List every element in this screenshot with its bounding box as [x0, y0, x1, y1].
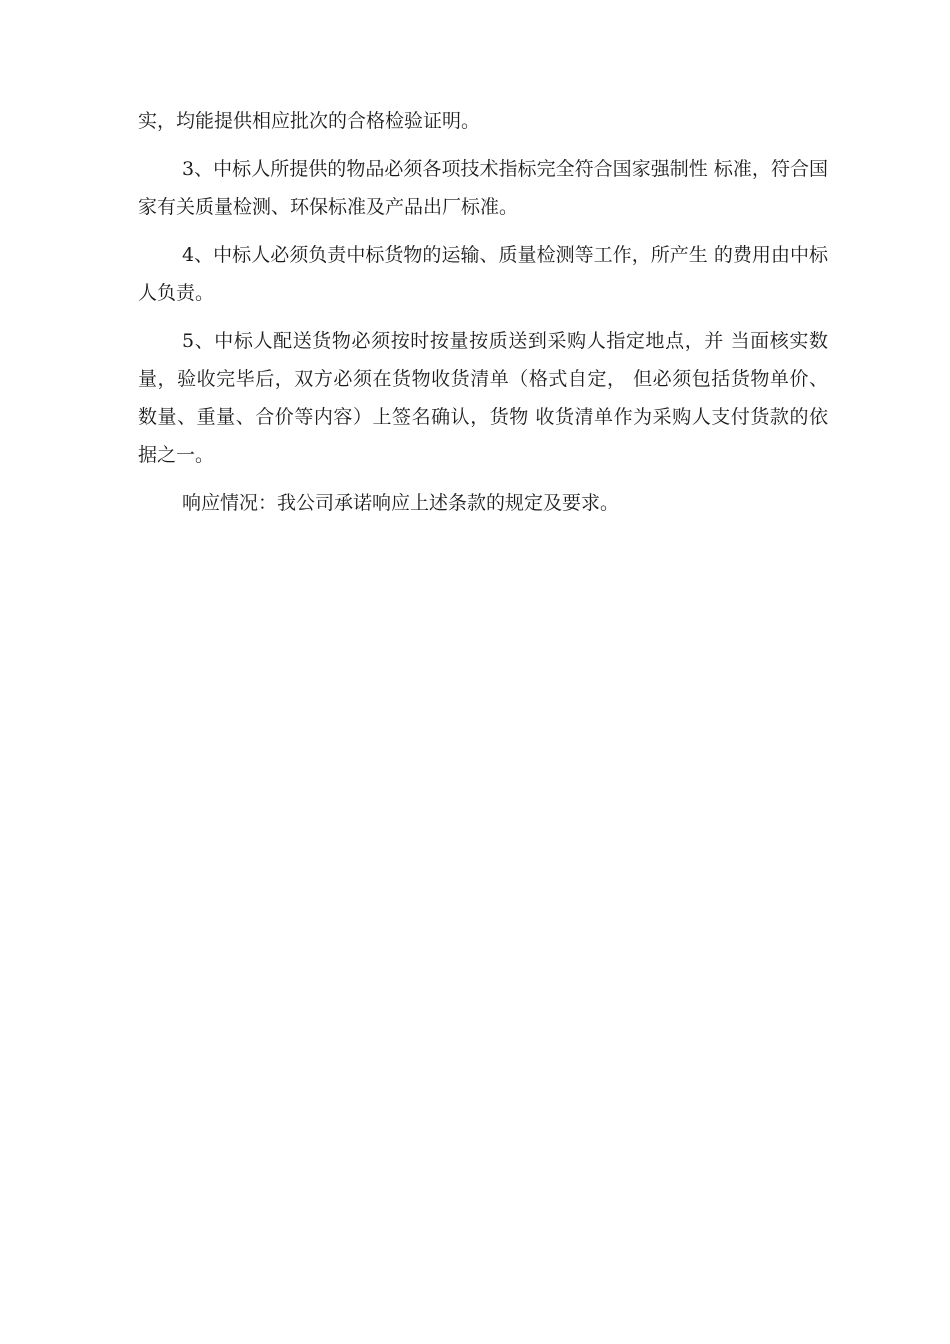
paragraph-item-5: 5、中标人配送货物必须按时按量按质送到采购人指定地点，并 当面核实数量，验收完毕后，双方必须在货物收货清单（格式自定， 但必须包括货物单价、数量、重量、合价等内容）上签名确认，货物 收货清单作为采购人支付货款的依据之一。 [138, 330, 828, 466]
paragraph-item-4: 4、中标人必须负责中标货物的运输、质量检测等工作，所产生 的费用由中标人负责。 [138, 244, 828, 304]
document-body [138, 102, 828, 532]
paragraph-continuation: 实，均能提供相应批次的合格检验证明。 [138, 110, 481, 132]
paragraph-item-3: 3、中标人所提供的物品必须各项技术指标完全符合国家强制性 标准，符合国家有关质量检测、环保标准及产品出厂标准。 [138, 158, 828, 218]
paragraph-response: 响应情况：我公司承诺响应上述条款的规定及要求。 [182, 492, 620, 514]
